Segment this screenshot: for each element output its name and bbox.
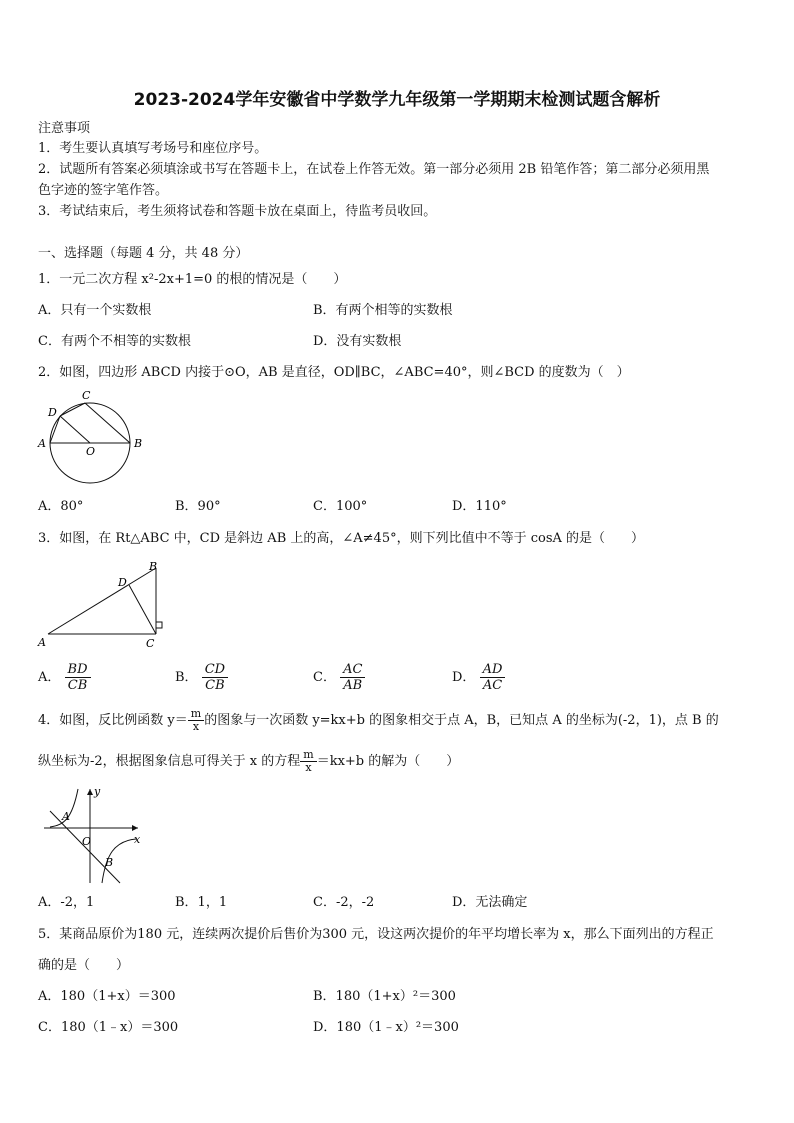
- notice-item: 2．试题所有答案必须填涂或书写在答题卡上，在试卷上作答无效。第一部分必须用 2B 铅笔作答；第二部分必须用黑: [38, 162, 710, 177]
- label-a: A: [38, 636, 46, 649]
- fraction: $\frac{AD}{AC}$: [480, 662, 506, 693]
- question-4-line-1: 4．如图，反比例函数 y＝ $\frac{m}{x}$ 的图象与一次函数 y=kx+b 的图象相交于点 A，B，已知点 A 的坐标为(-2，1)，点 B 的: [38, 707, 719, 733]
- question-5-line-2: 确的是（ ）: [38, 958, 130, 973]
- option-b: B．90°: [175, 499, 221, 514]
- label-b: B: [134, 437, 143, 450]
- label-o: O: [86, 445, 96, 458]
- question-5-line-1: 5．某商品原价为180 元，连续两次提价后售价为300 元，设这两次提价的年平均增长率为 x，那么下面列出的方程正: [38, 927, 714, 942]
- option-c: C．有两个不相等的实数根: [38, 334, 191, 349]
- label-a: A: [62, 810, 70, 823]
- section-heading: 一、选择题（每题 4 分，共 48 分）: [38, 246, 249, 261]
- fraction: $\frac{m}{x}$: [188, 708, 204, 733]
- notice-item: 1．考生要认真填写考场号和座位序号。: [38, 141, 268, 156]
- option-b: B．1，1: [175, 895, 228, 910]
- label-b: B: [149, 560, 158, 573]
- option-d: D．180（1﹣x）²＝300: [313, 1020, 459, 1035]
- label-d: D: [48, 406, 57, 419]
- option-b: B． $\frac{CD}{CB}$: [175, 661, 228, 695]
- option-a: A． $\frac{BD}{CB}$: [38, 661, 91, 695]
- question-4-line-2: 纵坐标为-2，根据图象信息可得关于 x 的方程 $\frac{m}{x}$ ＝kx+b 的解为（ ）: [38, 748, 460, 774]
- question-2-stem: 2．如图，四边形 ABCD 内接于⊙O，AB 是直径，OD∥BC，∠ABC=40°，则∠BCD 的度数为（ ）: [38, 365, 630, 380]
- label-c: C: [82, 389, 91, 402]
- option-b: B．有两个相等的实数根: [313, 303, 453, 318]
- notice-heading: 注意事项: [38, 121, 91, 136]
- option-d: D．无法确定: [452, 895, 528, 910]
- notice-item: 3．考试结束后，考生须将试卷和答题卡放在桌面上，待监考员收回。: [38, 204, 437, 219]
- notice-item: 色字迹的签字笔作答。: [38, 183, 169, 198]
- question-1-stem: 1．一元二次方程 x²-2x+1=0 的根的情况是（ ）: [38, 272, 347, 287]
- fraction: $\frac{BD}{CB}$: [65, 662, 91, 693]
- fraction: $\frac{CD}{CB}$: [202, 662, 228, 693]
- page-title: 2023-2024学年安徽省中学数学九年级第一学期期末检测试题含解析: [133, 90, 661, 110]
- label-o: O: [82, 835, 92, 848]
- option-d: D． $\frac{AD}{AC}$: [452, 661, 505, 695]
- right-triangle-figure: [30, 556, 170, 654]
- option-a: A．-2，1: [38, 895, 95, 910]
- option-c: C．100°: [313, 499, 368, 514]
- option-a: A．180（1+x）＝300: [38, 989, 176, 1004]
- option-b: B．180（1+x）²＝300: [313, 989, 456, 1004]
- label-x: x: [134, 833, 141, 846]
- fraction: $\frac{AC}{AB}$: [340, 662, 365, 693]
- label-c: C: [146, 637, 155, 650]
- option-a: A．80°: [38, 499, 84, 514]
- label-d: D: [118, 576, 127, 589]
- option-d: D．110°: [452, 499, 507, 514]
- question-3-stem: 3．如图，在 Rt△ABC 中，CD 是斜边 AB 上的高，∠A≠45°，则下列比值中不等于 cosA 的是（ ）: [38, 531, 645, 546]
- circle-quadrilateral-figure: [30, 388, 150, 488]
- label-a: A: [38, 437, 46, 450]
- fraction: $\frac{m}{x}$: [300, 749, 316, 774]
- label-y: y: [94, 785, 101, 798]
- function-graph-figure: [38, 783, 148, 888]
- label-b: B: [105, 856, 114, 869]
- option-c: C．180（1﹣x）＝300: [38, 1020, 179, 1035]
- option-c: C．-2，-2: [313, 895, 375, 910]
- option-c: C． $\frac{AC}{AB}$: [313, 661, 365, 695]
- option-d: D．没有实数根: [313, 334, 402, 349]
- option-a: A．只有一个实数根: [38, 303, 152, 318]
